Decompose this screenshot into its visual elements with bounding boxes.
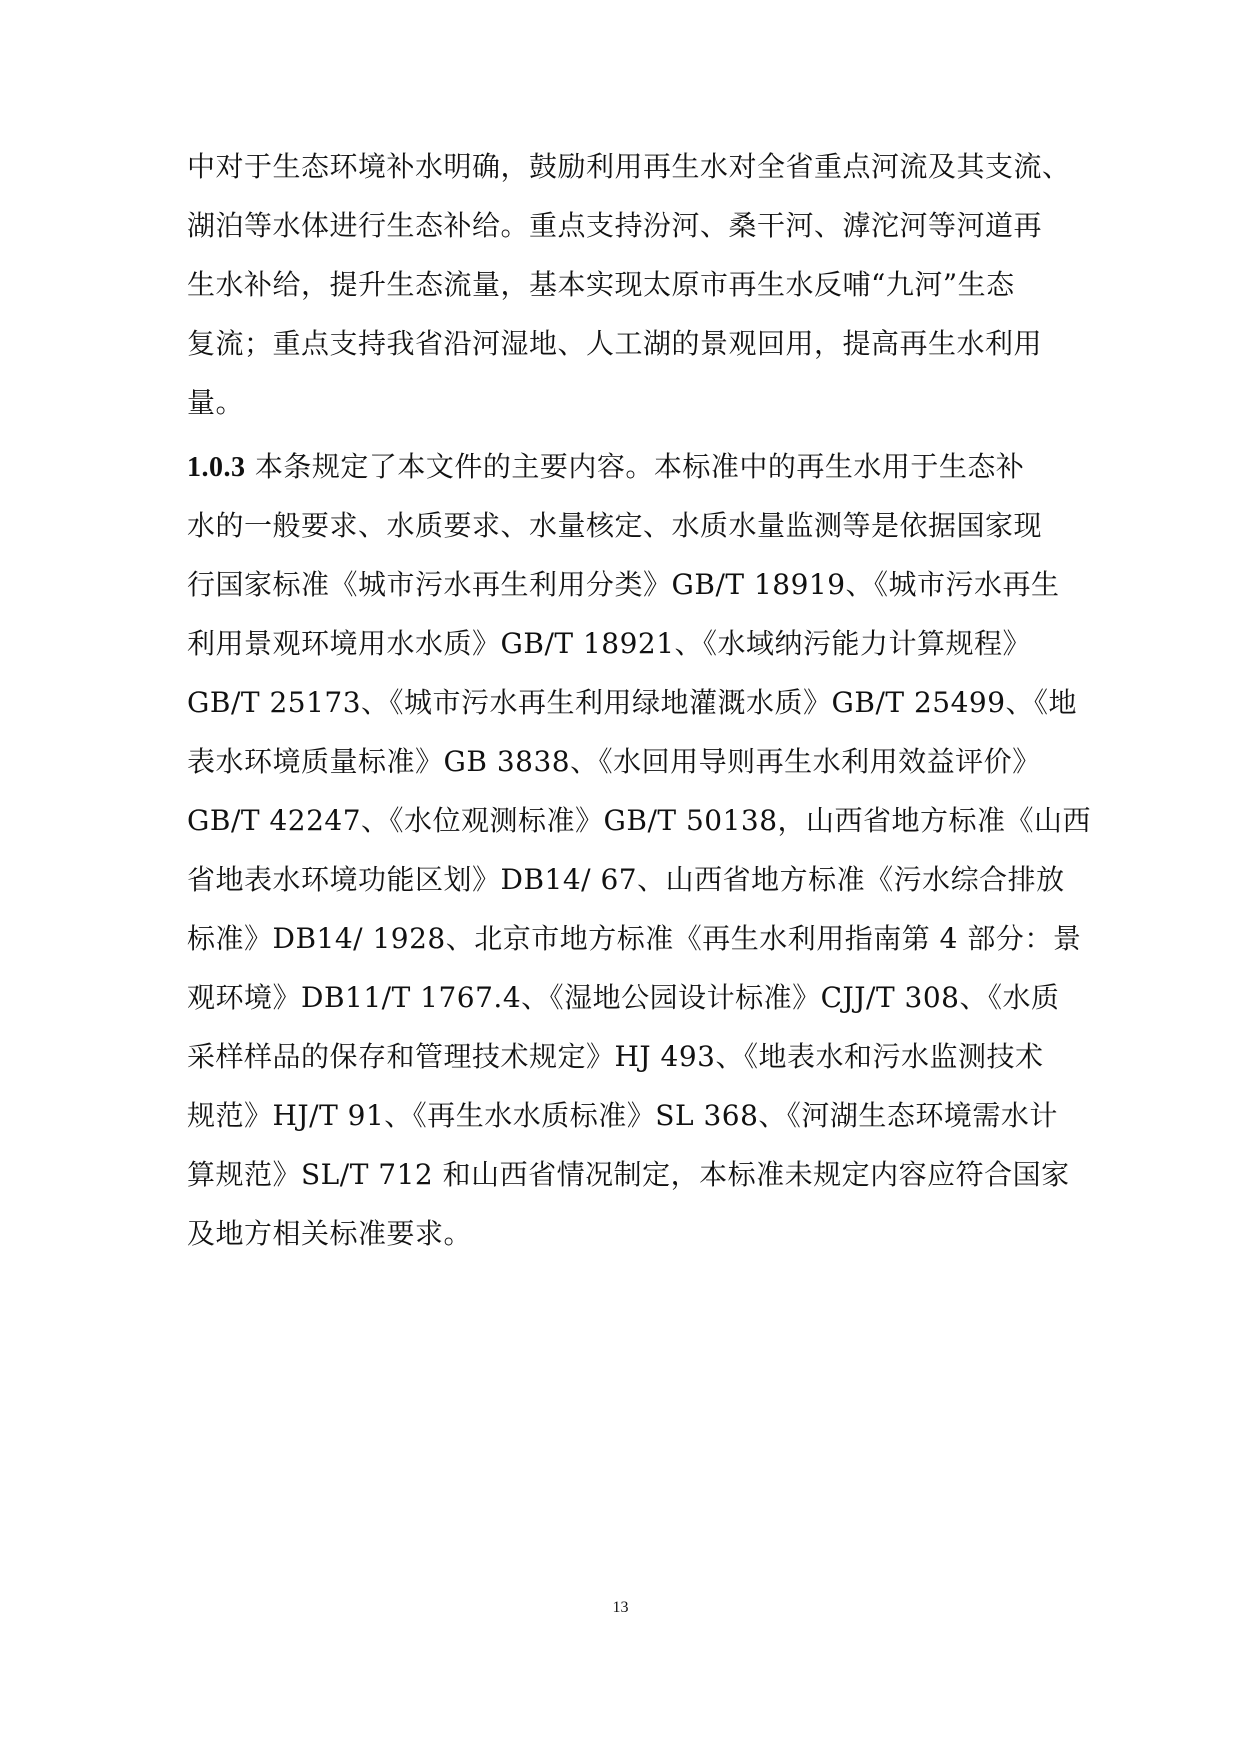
text-line: 生水补给，提升生态流量，基本实现太原市再生水反哺“九河”生态 — [187, 268, 1015, 301]
text-line: 行国家标准《城市污水再生利用分类》GB/T 18919、《城市污水再生 — [187, 568, 1060, 601]
text-line: 表水环境质量标准》GB 3838、《水回用导则再生水利用效益评价》 — [187, 745, 1041, 778]
text-line: 湖泊等水体进行生态补给。重点支持汾河、桑干河、滹沱河等河道再 — [187, 209, 1043, 242]
text-line: 水的一般要求、水质要求、水量核定、水质水量监测等是依据国家现 — [187, 509, 1043, 542]
text-line: 省地表水环境功能区划》DB14/ 67、山西省地方标准《污水综合排放 — [187, 863, 1065, 896]
text-line: 算规范》SL/T 712 和山西省情况制定，本标准未规定内容应符合国家 — [187, 1158, 1070, 1191]
text-line: 复流；重点支持我省沿河湿地、人工湖的景观回用，提高再生水利用 — [187, 327, 1043, 360]
text-line: 量。 — [187, 386, 245, 419]
text-line: GB/T 42247、《水位观测标准》GB/T 50138，山西省地方标准《山西 — [187, 804, 1092, 837]
text-line: 采样样品的保存和管理技术规定》HJ 493、《地表水和污水监测技术 — [187, 1040, 1044, 1073]
paragraph-clause-1-0-3 — [187, 437, 1092, 1263]
text-line: 中对于生态环境补水明确，鼓励利用再生水对全省重点河流及其支流、 — [187, 150, 1071, 183]
text-line: 规范》HJ/T 91、《再生水水质标准》SL 368、《河湖生态环境需水计 — [187, 1099, 1058, 1132]
text-line: 及地方相关标准要求。 — [187, 1217, 473, 1250]
page-number: 13 — [612, 1599, 629, 1616]
text-line: 利用景观环境用水水质》GB/T 18921、《水域纳污能力计算规程》 — [187, 627, 1032, 660]
text-line: 观环境》DB11/T 1767.4、《湿地公园设计标准》CJJ/T 308、《水质 — [187, 981, 1060, 1014]
text-line: GB/T 25173、《城市污水再生利用绿地灌溉水质》GB/T 25499、《地 — [187, 686, 1078, 719]
paragraph-ecological-replenishment — [187, 137, 1071, 432]
clause-number: 1.0.3 — [187, 452, 246, 483]
text-line: 标准》DB14/ 1928、北京市地方标准《再生水利用指南第 4 部分：景 — [187, 922, 1082, 955]
clause-first-line — [187, 437, 1057, 496]
clause-first-line-text: 本条规定了本文件的主要内容。本标准中的再生水用于生态补 — [245, 450, 1025, 483]
